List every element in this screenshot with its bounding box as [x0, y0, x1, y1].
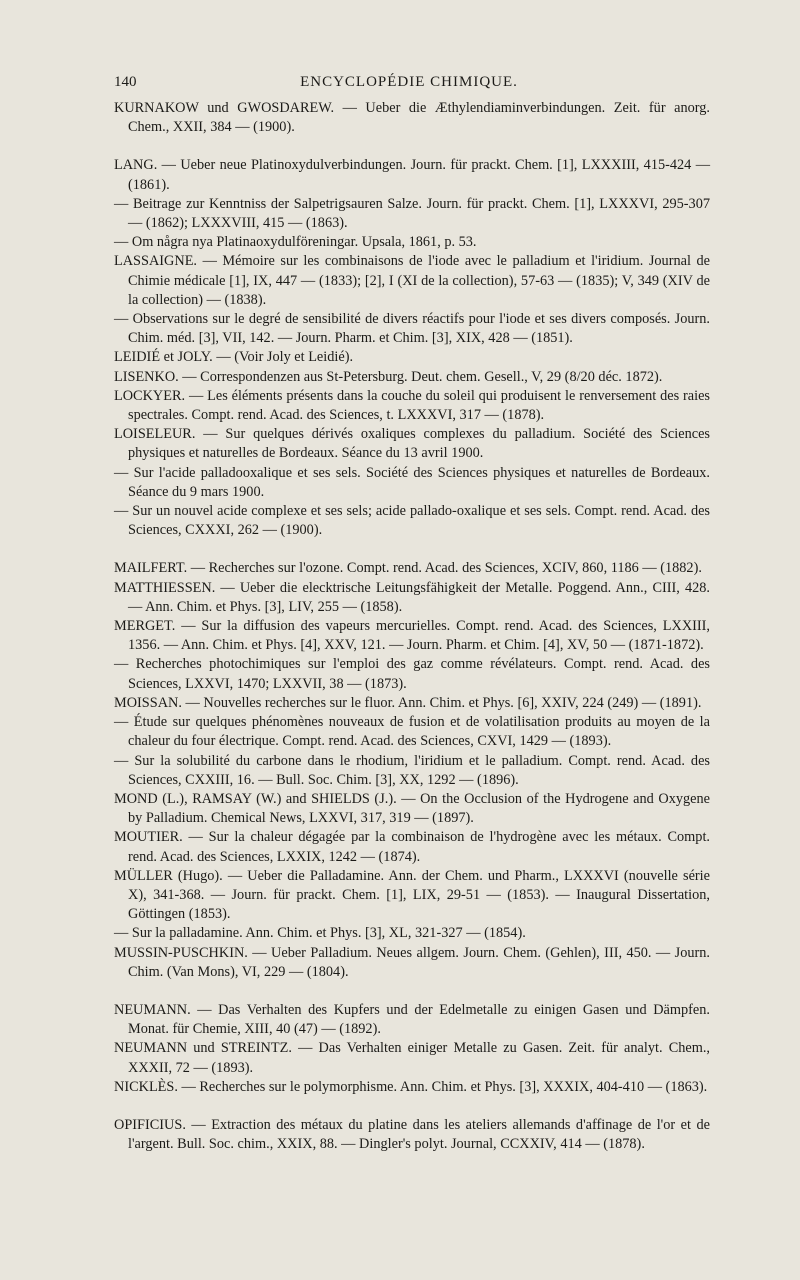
bibliography-entry: MATTHIESSEN. — Ueber die elecktrische Leitungsfähigkeit der Metalle. Poggend. Ann., CIII, 428. — Ann. Chim. et Phys. [3], LIV, 255 — (1858). [114, 579, 710, 615]
bibliography-entry: — Sur un nouvel acide complexe et ses sels; acide pallado-oxalique et ses sels. Compt. rend. Acad. des Sciences, CXXXI, 262 — (1900). [114, 503, 710, 539]
bibliography-entry: KURNAKOW und GWOSDAREW. — Ueber die Æthylendiaminverbindungen. Zeit. für anorg. Chem., XXII, 384 — (1900). [114, 100, 710, 136]
bibliography-entry: MUSSIN-PUSCHKIN. — Ueber Palladium. Neues allgem. Journ. Chem. (Gehlen), III, 450. — Journ. Chim. (Van Mons), VI, 229 — (1804). [114, 944, 710, 980]
bibliography-entry: — Sur l'acide palladooxalique et ses sels. Société des Sciences physiques et naturelles de Bordeaux. Séance du 9 mars 1900. [114, 464, 710, 500]
bibliography-entry: NICKLÈS. — Recherches sur le polymorphisme. Ann. Chim. et Phys. [3], XXXIX, 404-410 — (1863). [114, 1078, 708, 1095]
bibliography-entry: MÜLLER (Hugo). — Ueber die Palladamine. Ann. der Chem. und Pharm., LXXXVI (nouvelle série X), 341-368. — Journ. für prackt. Chem. [1], LIX, 29-51 — (1853). — Inaugural Dissertation, Göttingen (1853). [114, 867, 710, 923]
bibliography-entry: — Om några nya Platinaoxydulföreningar. Upsala, 1861, p. 53. [114, 234, 477, 251]
bibliography-entry: MAILFERT. — Recherches sur l'ozone. Compt. rend. Acad. des Sciences, XCIV, 860, 1186 — (1882). [114, 560, 702, 577]
section-gap [114, 540, 710, 559]
bibliography-entry: — Sur la solubilité du carbone dans le rhodium, l'iridium et le palladium. Compt. rend. Acad. des Sciences, CXXIII, 16. — Bull. Soc. Chim. [3], XX, 1292 — (1896). [114, 752, 710, 788]
bibliography [114, 99, 710, 1154]
bibliography-entry: LOCKYER. — Les éléments présents dans la couche du soleil qui produisent le renversement des raies spectrales. Compt. rend. Acad. des Sciences, t. LXXXVI, 317 — (1878). [114, 387, 710, 424]
bibliography-entry: MOUTIER. — Sur la chaleur dégagée par la combinaison de l'hydrogène avec les métaux. Compt. rend. Acad. des Sciences, LXXIX, 1242 — (1874). [114, 829, 710, 865]
bibliography-entry: — Observations sur le degré de sensibilité de divers réactifs pour l'iode et ses divers composés. Journ. Chim. méd. [3], VII, 142. — Journ. Pharm. et Chim. [3], XIX, 428 — (1851). [114, 311, 710, 347]
bibliography-entry: OPIFICIUS. — Extraction des métaux du platine dans les ateliers allemands d'affinage de l'or et de l'argent. Bull. Soc. chim., XXIX, 88. — Dingler's polyt. Journal, CCXXIV, 414 — (1878). [114, 1116, 710, 1153]
section-gap [114, 137, 710, 156]
bibliography-entry: MOND (L.), RAMSAY (W.) and SHIELDS (J.). — On the Occlusion of the Hydrogene and Oxygene by Palladium. Chemical News, LXXVI, 317, 319 — (1897). [114, 790, 710, 827]
bibliography-entry: LISENKO. — Correspondenzen aus St-Petersburg. Deut. chem. Gesell., V, 29 (8/20 déc. 1872). [114, 368, 663, 385]
running-title: ENCYCLOPÉDIE CHIMIQUE. [300, 74, 518, 90]
bibliography-entry: NEUMANN. — Das Verhalten des Kupfers und der Edelmetalle zu einigen Gasen und Dämpfen. Monat. für Chemie, XIII, 40 (47) — (1892). [114, 1001, 710, 1038]
bibliography-entry: LASSAIGNE. — Mémoire sur les combinaisons de l'iode avec le palladium et l'iridium. Journal de Chimie médicale [1], IX, 447 — (1833); [2], I (XI de la collection), 57-63 — (1835); V, 349 (XIV de la collection) — (1838). [114, 253, 710, 308]
bibliography-entry: MERGET. — Sur la diffusion des vapeurs mercurielles. Compt. rend. Acad. des Sciences, LXXIII, 1356. — Ann. Chim. et Phys. [4], XXV, 121. — Journ. Pharm. et Chim. [4], XV, 50 — (1871-1872). [114, 618, 710, 654]
page-number: 140 [114, 74, 137, 90]
bibliography-entry: LANG. — Ueber neue Platinoxydulverbindungen. Journ. für prackt. Chem. [1], LXXXIII, 415-424 — (1861). [114, 157, 710, 193]
bibliography-entry: — Sur la palladamine. Ann. Chim. et Phys. [3], XL, 321-327 — (1854). [114, 925, 526, 942]
section-gap [114, 1097, 710, 1116]
bibliography-entry: LOISELEUR. — Sur quelques dérivés oxaliques complexes du palladium. Société des Sciences physiques et naturelles de Bordeaux. Séance du 13 avril 1900. [114, 426, 710, 462]
bibliography-entry: LEIDIÉ et JOLY. — (Voir Joly et Leidié). [114, 349, 354, 366]
bibliography-entry: NEUMANN und STREINTZ. — Das Verhalten einiger Metalle zu Gasen. Zeit. für analyt. Chem., XXXII, 72 — (1893). [114, 1040, 710, 1076]
bibliography-entry: — Recherches photochimiques sur l'emploi des gaz comme révélateurs. Compt. rend. Acad. des Sciences, LXXVI, 1470; LXXVII, 38 — (1873). [114, 656, 710, 692]
page-header [114, 74, 704, 94]
bibliography-entry: MOISSAN. — Nouvelles recherches sur le fluor. Ann. Chim. et Phys. [6], XXIV, 224 (249) — (1891). [114, 694, 702, 711]
section-gap [114, 982, 710, 1001]
bibliography-entry: — Beitrage zur Kenntniss der Salpetrigsauren Salze. Journ. für prackt. Chem. [1], LXXXVI, 295-307 — (1862); LXXXVIII, 415 — (1863). [114, 195, 710, 232]
bibliography-entry: — Étude sur quelques phénomènes nouveaux de fusion et de volatilisation produits au moyen de la chaleur du four électrique. Compt. rend. Acad. des Sciences, CXVI, 1429 — (1893). [114, 714, 710, 750]
